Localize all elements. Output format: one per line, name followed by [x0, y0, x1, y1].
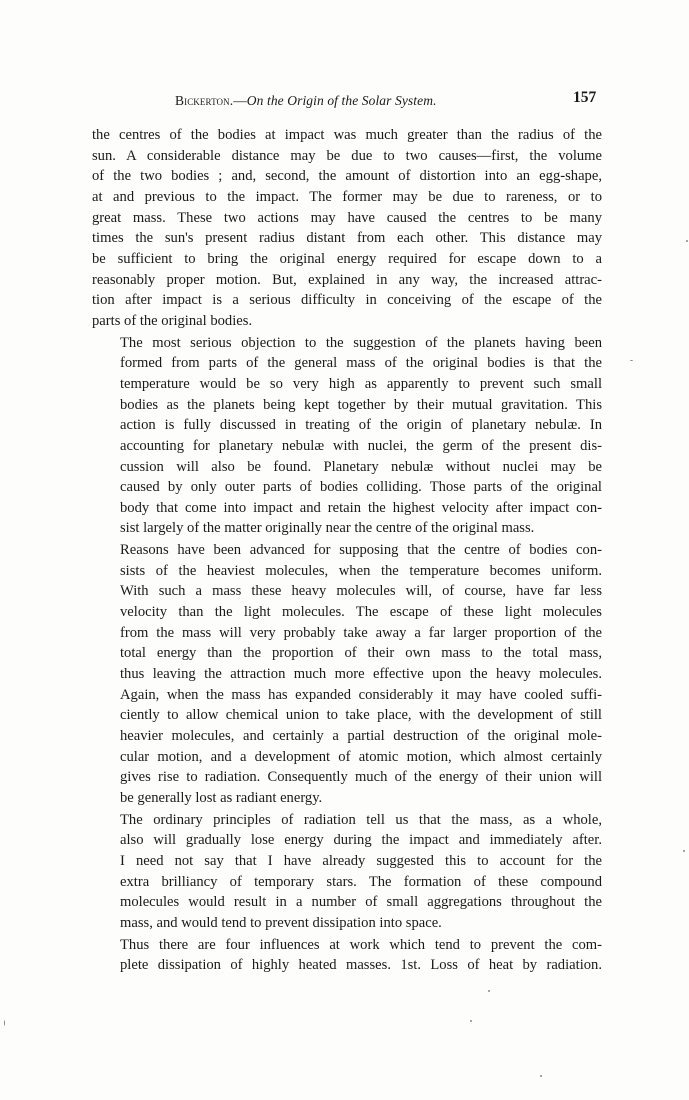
text-line: formed from parts of the general mass of the original bodies is that the	[120, 355, 602, 372]
text-line: The most serious objection to the suggestion of the planets having been	[120, 334, 602, 351]
paragraph	[92, 935, 602, 976]
scan-speck	[488, 990, 490, 992]
text-line: bodies as the planets being kept together by their mutual gravitation. This	[120, 396, 602, 413]
text-line: sists of the heaviest molecules, when the temperature becomes uniform.	[120, 562, 602, 579]
paragraph	[92, 810, 602, 934]
scan-speck	[683, 850, 685, 852]
scan-speck	[470, 1020, 472, 1022]
text-line: cussion will also be found. Planetary nebulæ without nuclei may be	[120, 458, 602, 475]
text-line: The ordinary principles of radiation tell us that the mass, as a whole,	[120, 811, 602, 828]
text-line: tion after impact is a serious difficulty in conceiving of the escape of the	[92, 292, 602, 309]
text-line: thus leaving the attraction much more effective upon the heavy molecules.	[120, 666, 602, 683]
text-line: extra brilliancy of temporary stars. The formation of these compound	[120, 873, 602, 890]
text-line: Again, when the mass has expanded considerably it may have cooled suffi-	[120, 686, 602, 703]
text-line: ciently to allow chemical union to take place, with the development of still	[120, 707, 602, 724]
scan-speck	[4, 1020, 5, 1026]
text-line: sist largely of the matter originally near the centre of the original mass.	[120, 520, 535, 537]
text-line: great mass. These two actions may have caused the centres to be many	[92, 209, 602, 226]
text-line: body that come into impact and retain the highest velocity after impact con-	[120, 499, 602, 516]
text-line: mass, and would tend to prevent dissipation into space.	[120, 914, 442, 931]
text-line: Reasons have been advanced for supposing that the centre of bodies con-	[120, 542, 602, 559]
scan-speck	[540, 1075, 542, 1077]
running-head-dash: —	[233, 93, 247, 108]
page-number: 157	[573, 89, 597, 106]
body-text	[92, 125, 602, 976]
text-line: plete dissipation of highly heated masses. 1st. Loss of heat by radiation.	[120, 957, 602, 974]
text-line: caused by only outer parts of bodies colliding. Those parts of the original	[120, 479, 602, 496]
text-line: be generally lost as radiant energy.	[120, 790, 323, 806]
text-line: heavier molecules, and certainly a partial destruction of the original mole-	[120, 728, 602, 745]
text-line: cular motion, and a development of atomic motion, which almost certainly	[120, 748, 602, 765]
running-head	[175, 93, 505, 109]
text-line: reasonably proper motion. But, explained in any way, the increased attrac-	[92, 271, 602, 288]
running-head-author: Bickerton.	[175, 93, 234, 108]
scan-speck	[630, 360, 633, 361]
paragraph	[92, 540, 602, 809]
text-line: be sufficient to bring the original energy required for escape down to a	[92, 250, 602, 267]
text-line: temperature would be so very high as apparently to prevent such small	[120, 375, 602, 392]
text-line: also will gradually lose energy during the impact and immediately after.	[120, 832, 602, 849]
text-line: total energy than the proportion of their own mass to the total mass,	[120, 645, 602, 662]
running-head-title: On the Origin of the Solar System.	[246, 93, 437, 108]
text-line: molecules would result in a number of small aggregations throughout the	[120, 894, 602, 911]
text-line: parts of the original bodies.	[92, 312, 253, 329]
text-line: action is fully discussed in treating of the origin of planetary nebulæ. In	[120, 417, 602, 434]
text-line: times the sun's present radius distant from each other. This distance may	[92, 230, 602, 247]
paragraph	[92, 333, 602, 540]
text-line: Thus there are four influences at work which tend to prevent the com-	[120, 936, 602, 953]
text-line: from the mass will very probably take away a far larger proportion of the	[120, 624, 602, 641]
text-line: gives rise to radiation. Consequently much of the energy of their union will	[120, 769, 602, 786]
text-line: at and previous to the impact. The former may be due to rareness, or to	[92, 188, 602, 205]
text-line: I need not say that I have already suggested this to account for the	[120, 852, 602, 869]
scan-speck	[686, 240, 688, 242]
text-line: accounting for planetary nebulæ with nuclei, the germ of the present dis-	[120, 437, 602, 454]
text-line: sun. A considerable distance may be due to two causes—first, the volume	[92, 147, 602, 164]
text-line: With such a mass these heavy molecules will, of course, have far less	[120, 583, 602, 600]
text-line: the centres of the bodies at impact was much greater than the radius of the	[92, 127, 602, 143]
text-line: of the two bodies ; and, second, the amount of distortion into an egg-shape,	[92, 168, 602, 185]
paragraph	[92, 125, 602, 332]
text-line: velocity than the light molecules. The escape of these light molecules	[120, 604, 602, 621]
